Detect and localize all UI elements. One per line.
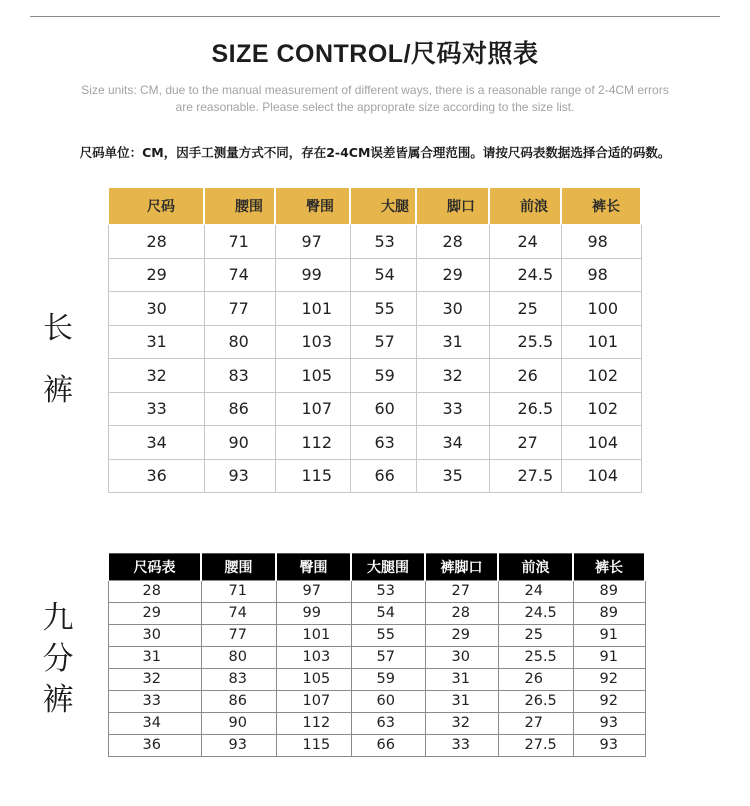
table-cell: 60 (351, 691, 425, 713)
table-cell: 71 (201, 581, 276, 603)
table-cell: 89 (573, 603, 645, 625)
column-header: 前浪 (498, 554, 573, 581)
table-cell: 93 (201, 735, 276, 757)
table-cell: 31 (416, 325, 489, 359)
table-cell: 104 (561, 426, 641, 460)
table-cell: 112 (275, 426, 350, 460)
table-cell: 28 (416, 225, 489, 259)
cropped-pants-label-char: 分 (42, 641, 74, 677)
table-cell: 27 (425, 581, 498, 603)
table-cell: 77 (204, 292, 275, 326)
table-cell: 86 (204, 392, 275, 426)
table-cell: 57 (350, 325, 416, 359)
table-cell: 97 (276, 581, 351, 603)
table-header-row (108, 554, 645, 581)
table-cell: 83 (201, 669, 276, 691)
table-cell: 31 (425, 669, 498, 691)
top-divider (30, 16, 720, 17)
cropped-pants-label-char: 裤 (42, 682, 74, 718)
column-header: 大腿 (350, 188, 416, 225)
table-cell: 25 (489, 292, 561, 326)
column-header: 裤长 (561, 188, 641, 225)
table-cell: 32 (416, 359, 489, 393)
table-cell: 54 (350, 258, 416, 292)
table-cell: 107 (276, 691, 351, 713)
column-header: 脚口 (416, 188, 489, 225)
table-cell: 28 (108, 581, 201, 603)
size-note-english-line-2: are reasonable. Please select the approprate size according to the size list. (175, 100, 575, 114)
column-header: 臀围 (276, 554, 351, 581)
table-cell: 59 (351, 669, 425, 691)
table-cell: 34 (108, 713, 201, 735)
column-header: 前浪 (489, 188, 561, 225)
table-cell: 63 (350, 426, 416, 460)
table-cell: 115 (275, 459, 350, 493)
table-cell: 98 (561, 258, 641, 292)
table-cell: 25.5 (489, 325, 561, 359)
table-cell: 66 (351, 735, 425, 757)
table-cell: 97 (275, 225, 350, 259)
table-cell: 28 (425, 603, 498, 625)
size-note-english (40, 82, 710, 116)
table-row (108, 669, 645, 691)
table-cell: 104 (561, 459, 641, 493)
table-cell: 90 (201, 713, 276, 735)
long-pants-size-table (107, 187, 642, 493)
table-cell: 29 (108, 258, 204, 292)
table-row (108, 225, 641, 259)
table-cell: 63 (351, 713, 425, 735)
table-cell: 74 (201, 603, 276, 625)
page-title: SIZE CONTROL/尺码对照表 (211, 40, 539, 68)
table-cell: 30 (416, 292, 489, 326)
table-cell: 71 (204, 225, 275, 259)
table-cell: 24 (498, 581, 573, 603)
table-cell: 93 (573, 735, 645, 757)
table-cell: 32 (108, 669, 201, 691)
table-row (108, 691, 645, 713)
table-row (108, 625, 645, 647)
table-cell: 30 (108, 292, 204, 326)
table-cell: 34 (108, 426, 204, 460)
table-cell: 55 (351, 625, 425, 647)
table-cell: 55 (350, 292, 416, 326)
column-header: 裤长 (573, 554, 645, 581)
table-cell: 31 (108, 325, 204, 359)
table-cell: 29 (108, 603, 201, 625)
size-note-english-line-1: Size units: CM, due to the manual measurement of different ways, there is a reasonable range of 2-4CM errors (81, 83, 669, 97)
table-cell: 27 (489, 426, 561, 460)
column-header: 腰围 (201, 554, 276, 581)
table-cell: 33 (416, 392, 489, 426)
table-cell: 66 (350, 459, 416, 493)
table-cell: 99 (276, 603, 351, 625)
table-cell: 26.5 (489, 392, 561, 426)
cropped-pants-label (36, 598, 80, 721)
cropped-pants-size-table (107, 553, 646, 757)
table-cell: 91 (573, 647, 645, 669)
table-cell: 24 (489, 225, 561, 259)
table-cell: 26 (498, 669, 573, 691)
table-cell: 92 (573, 691, 645, 713)
table-cell: 101 (561, 325, 641, 359)
table-row (108, 426, 641, 460)
table-cell: 34 (416, 426, 489, 460)
column-header: 尺码 (108, 188, 204, 225)
table-cell: 93 (204, 459, 275, 493)
table-cell: 92 (573, 669, 645, 691)
table-header-row (108, 188, 641, 225)
table-row (108, 647, 645, 669)
table-cell: 32 (425, 713, 498, 735)
table-cell: 103 (276, 647, 351, 669)
table-cell: 57 (351, 647, 425, 669)
table-cell: 33 (108, 691, 201, 713)
table-cell: 80 (201, 647, 276, 669)
table-cell: 105 (276, 669, 351, 691)
table-cell: 91 (573, 625, 645, 647)
table-cell: 30 (108, 625, 201, 647)
column-header: 裤脚口 (425, 554, 498, 581)
table-cell: 98 (561, 225, 641, 259)
table-cell: 53 (351, 581, 425, 603)
table-cell: 102 (561, 392, 641, 426)
table-row (108, 735, 645, 757)
table-cell: 93 (573, 713, 645, 735)
table-cell: 112 (276, 713, 351, 735)
table-row (108, 603, 645, 625)
table-cell: 115 (276, 735, 351, 757)
column-header: 臀围 (275, 188, 350, 225)
table-cell: 27.5 (489, 459, 561, 493)
table-cell: 74 (204, 258, 275, 292)
table-cell: 100 (561, 292, 641, 326)
table-cell: 27.5 (498, 735, 573, 757)
table-cell: 83 (204, 359, 275, 393)
table-cell: 31 (108, 647, 201, 669)
table-cell: 29 (425, 625, 498, 647)
cropped-pants-label-char: 九 (42, 600, 74, 636)
table-cell: 101 (275, 292, 350, 326)
table-cell: 59 (350, 359, 416, 393)
table-row (108, 459, 641, 493)
table-row (108, 713, 645, 735)
long-pants-label-char: 裤 (43, 373, 73, 408)
table-cell: 32 (108, 359, 204, 393)
table-cell: 35 (416, 459, 489, 493)
table-cell: 107 (275, 392, 350, 426)
table-cell: 26.5 (498, 691, 573, 713)
table-cell: 29 (416, 258, 489, 292)
table-cell: 103 (275, 325, 350, 359)
long-pants-label (38, 298, 78, 422)
table-row (108, 359, 641, 393)
table-cell: 31 (425, 691, 498, 713)
column-header: 大腿围 (351, 554, 425, 581)
table-cell: 105 (275, 359, 350, 393)
table-cell: 102 (561, 359, 641, 393)
table-cell: 86 (201, 691, 276, 713)
table-cell: 36 (108, 735, 201, 757)
table-cell: 30 (425, 647, 498, 669)
table-cell: 77 (201, 625, 276, 647)
table-row (108, 258, 641, 292)
column-header: 尺码表 (108, 554, 201, 581)
table-cell: 89 (573, 581, 645, 603)
table-cell: 25 (498, 625, 573, 647)
table-cell: 99 (275, 258, 350, 292)
table-cell: 24.5 (489, 258, 561, 292)
table-cell: 53 (350, 225, 416, 259)
table-cell: 24.5 (498, 603, 573, 625)
table-cell: 80 (204, 325, 275, 359)
column-header: 腰围 (204, 188, 275, 225)
table-cell: 36 (108, 459, 204, 493)
table-cell: 28 (108, 225, 204, 259)
size-note-chinese: 尺码单位：CM，因手工测量方式不同，存在2-4CM误差皆属合理范围。请按尺码表数据选择合适的码数。 (79, 145, 671, 160)
long-pants-label-char: 长 (43, 311, 73, 346)
table-cell: 33 (425, 735, 498, 757)
table-row (108, 292, 641, 326)
table-cell: 101 (276, 625, 351, 647)
table-cell: 90 (204, 426, 275, 460)
table-cell: 33 (108, 392, 204, 426)
table-cell: 27 (498, 713, 573, 735)
table-row (108, 581, 645, 603)
table-row (108, 325, 641, 359)
table-row (108, 392, 641, 426)
table-cell: 60 (350, 392, 416, 426)
table-cell: 26 (489, 359, 561, 393)
table-cell: 54 (351, 603, 425, 625)
table-cell: 25.5 (498, 647, 573, 669)
